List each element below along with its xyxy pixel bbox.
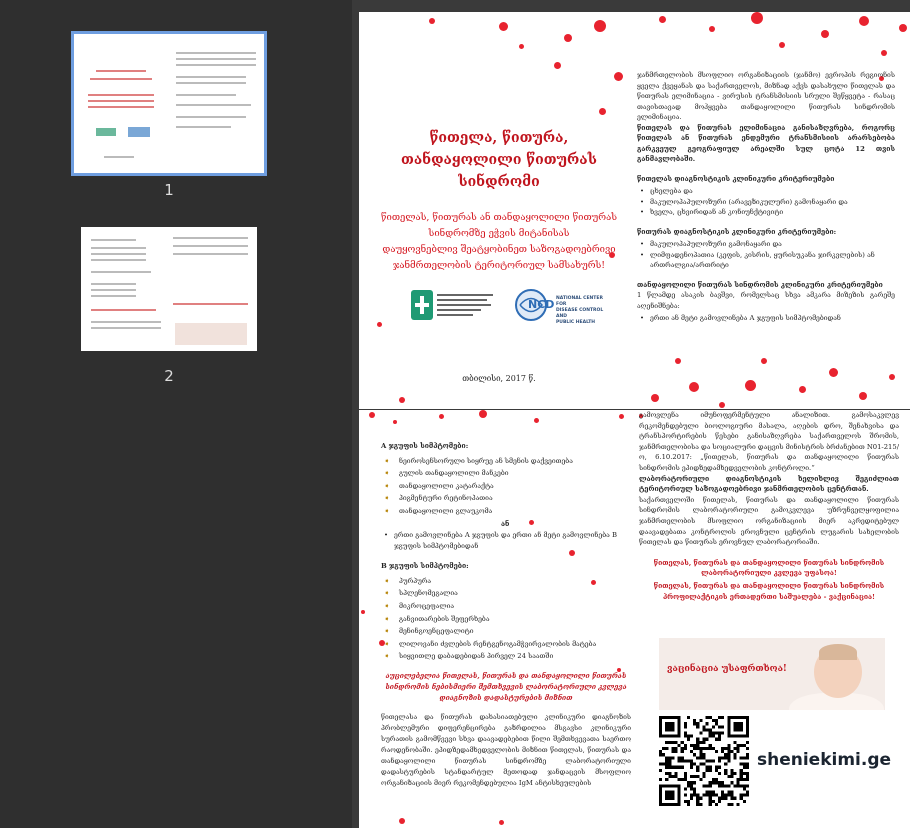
rubella-heading: წითურას დიაგნოსტიკის კლინიკური კრიტერიუმები: [637,227,837,236]
decor-dot [689,382,699,392]
decor-dot [779,42,785,48]
list-item: ➧ ნეიროსენსორული სიყრუე ან სმენის დაქვეითება [381,455,631,468]
list-item: ➧ გულის თანდაყოლილი მანკები [381,467,631,480]
measles-heading: წითელას დიაგნოსტიკის კლინიკური კრიტერიუმები [637,174,835,183]
decor-dot [675,358,681,364]
document-page-1 [359,12,910,409]
decor-dot [829,368,838,377]
and-label: ან [501,519,510,528]
crs-list [637,313,895,324]
decor-dot [889,374,895,380]
cover-subtitle: წითელას, წითურას ან თანდაყოლილი წითურას სინდრომზე ეჭვის მიტანისას დაუყოვნებლივ შეატყობინეთ საზოგადოებრივი ჯანმრთელობის ტერიტორიულ სამსახურს! [381,212,617,271]
ministry-logo [411,288,496,322]
group-a-list [381,455,631,518]
list-item: • ხველა, ცხვირიდან ან კონიუნქტივიტი [637,207,895,218]
list-item: • ლიმფადენოპათია (კეფის, კისრის, ყურისუკანა ჯირკვლების) ან ართრალგია/ართრიტი [637,250,895,271]
list-item: ➧ სპლენომეგალია [381,587,631,600]
list-item: ➧ პიგმენტური რეტინოპათია [381,492,631,505]
page-number-2: 2 [164,367,174,385]
decor-dot [881,50,887,56]
symptoms-panel [381,440,631,789]
decor-dot [799,386,806,393]
list-item: ➧ განვითარების შეფერხება [381,613,631,626]
list-item: ➧ მიკროცეფალია [381,600,631,613]
right-body-text-2: საქართველოში წითელას, წითურას და თანდაყოლილი წითურას სინდრომის ლაბორატორიული გამოკვლევა უზრუნველყოფილია ჯანმრთელობის მსოფლიო ორგანიზაციის მიერ აკრედიტებულ დაავადებათა კონტროლის ეროვნული ცენტრის ლუგარის სახელობის წითელას და წითურას ეროვნულ ლაბორატორიაში. [639,495,899,547]
right-body-text: გამოვლენა იმუნოფერმენტული ანალიზით. გამოსაკვლევ რეკომენდებული ბიოლოგიური მასალა, აღების დრო, შენახვისა და ტრანსპორტირების წესები განისაზღვრება საქართველოს შრომის, ჯანმრთელობისა და სოციალური დაცვის მინისტრის ბრძანებით N01-215/ო, 6.10.2017: „წითელას, წითურას და თანდაყოლილი წითურას სინდრომის ეპიდზედამხედველობის კონტროლი.“ [639,411,899,472]
list-item: • მაკულოპაპულოზური (არავეზიკულური) გამონაყარი და [637,197,895,208]
list-item: • ერთი გამოვლინება A ჯგუფის და ერთი ან მეტი გამოვლინება B ჯგუფის სიმპტომებიდან [381,530,631,552]
list-item: • ცხელება და [637,186,895,197]
thumbnail-sidebar [0,0,352,828]
list-item: ➧ მენინგოენცეფალიტი [381,625,631,638]
website-label: sheniekimi.ge [757,750,892,770]
ncdc-logo: NCD NATIONAL CENTER FOR DISEASE CONTROL AND PUBLIC HEALTH [514,284,604,326]
list-item: ➧ პურპურა [381,575,631,588]
decor-dot [361,610,365,614]
baby-photo [659,638,885,713]
decor-dot [479,410,487,418]
group-a-heading: A ჯგუფის სიმპტომები: [381,442,469,450]
left-body-text: წითელასა და წითურას დახასიათებული კლინიკური დიაგნოზის პრობლემური დიფერენცირება გაზრდილია მსგავსი კლინიკური სურათის გამომწვევი სხვა დაავადებებით წილი შემთხვევათა საერთო რაოდენობაში. ეპიდზედამხედველობის მიზნით წითელას, წითურას და თანდაყოლილი წითურას სინდრომზე ლაბორატორიული დადასტურების სტანდარტულ მეთოდად ჯანდაცვის მსოფლიო ორგანიზაციის მიერ რეკომენდებულია IgM ანტისხეულების [381,712,631,787]
measles-list [637,186,895,218]
intro-bold: წითელას და წითურას ელიმინაცია განისაზღვრება, როგორც წითელას ან წითურას ენდემური ტრანსმისიის არარსებობა გარკვეულ გეოგრაფიულ არეალში სულ ცოტა 12 თვის განმავლობაში. [637,123,895,163]
city-year: თბილისი, 2017 წ. [462,374,536,383]
mixed-list [381,530,631,552]
list-item: ➧ სიყვითლე დაბადებიდან პირველ 24 საათში [381,650,631,663]
free-test-note: წითელას, წითურას და თანდაყოლილი წითურას სინდრომის ლაბორატორიული კვლევა უფასოა! [653,558,885,578]
vaccination-note: წითელას, წითურას და თანდაყოლილი წითურას სინდრომის პროფილაქტიკის ერთადერთი საშუალება - ვაქცინაცია! [653,581,885,601]
decor-dot [859,392,867,400]
cover-title: წითელა, წითურა, თანდაყოლილი წითურას სინდრომი [401,130,597,190]
document-page-2 [359,410,910,828]
list-item: ➧ თანდაყოლილი გლაუკომა [381,505,631,518]
decor-dot [659,16,666,23]
decor-dot [393,420,397,424]
decor-dot [499,820,504,825]
group-b-heading: B ჯგუფის სიმპტომები: [381,562,469,571]
decor-dot [719,402,725,408]
intro-text: ჯანმრთელობის მსოფლიო ორგანიზაციის (ჯანმო) ევროპის რეგიონის ყველა ქვეყანას და საქართველოს, მიზნად აქვს დასახული წითელას და წითურას ელიმინაცია - ვირუსის ტრანსმისიის სრული შეწყვეტა - რასაც თავისთავად მოჰყვება თანდაყოლილი წითურას სინდრომის ელიმინაცია. [637,71,895,121]
decor-dot [821,30,829,38]
decor-dot [859,16,869,26]
list-item: • ერთი ან მეტი გამოვლინება A ჯგუფის სიმპტომებიდან [637,313,895,324]
crs-heading: თანდაყოლილი წითურას სინდრომის კლინიკური კრიტერიუმები [637,280,883,289]
decor-dot [619,414,624,419]
list-item: ➧ თანდაყოლილი კატარაქტა [381,480,631,493]
info-panel [637,70,895,324]
decor-dot [709,26,715,32]
page-thumbnail-1[interactable] [74,34,264,173]
decor-dot [399,818,405,824]
document-viewer[interactable] [358,0,910,828]
right-bold-text: ლაბორატორიული დიაგნოსტიკის ხელიხლივ შეგიძლიათ ტერიტორიულ საზოგადოებრივი ჯანმრთელობის ცენტრთან. [639,474,899,494]
list-item: • მაკულოპაპულოზური გამონაყარი და [637,239,895,250]
lab-info-panel [639,410,899,602]
group-b-list [381,575,631,663]
qr-code[interactable] [659,716,749,806]
decor-dot [761,358,767,364]
decor-dot [745,380,756,391]
decor-dot [439,414,444,419]
decor-dot [651,394,659,402]
decor-dot [369,412,375,418]
lab-test-note: აუცილებელია წითელას, წითურას და თანდაყოლილი წითურას სინდრომის ნებისმიერი შემთხვევის ლაბორატორიული კვლევა დიაგნოზის დადასტურების მიზნით [385,671,627,702]
page-thumbnail-2[interactable] [81,227,257,351]
vaccination-safe-label: ვაცინაცია უსაფრთხოა! [667,664,787,674]
decor-dot [899,24,907,32]
crs-text: 1 წლამდე ასაკის ბავშვი, რომელსაც სხვა ამკარა მიზეზის გარეშე აღენიშნება: [637,291,895,310]
decor-dot [534,418,539,423]
page-number-1: 1 [164,181,174,199]
rubella-list [637,239,895,271]
list-item: ➧ ლილოვანი ძვლების რენტგენოგამჭვირვალობის მატება [381,638,631,651]
cover-panel [359,12,629,409]
decor-dot [751,12,763,24]
